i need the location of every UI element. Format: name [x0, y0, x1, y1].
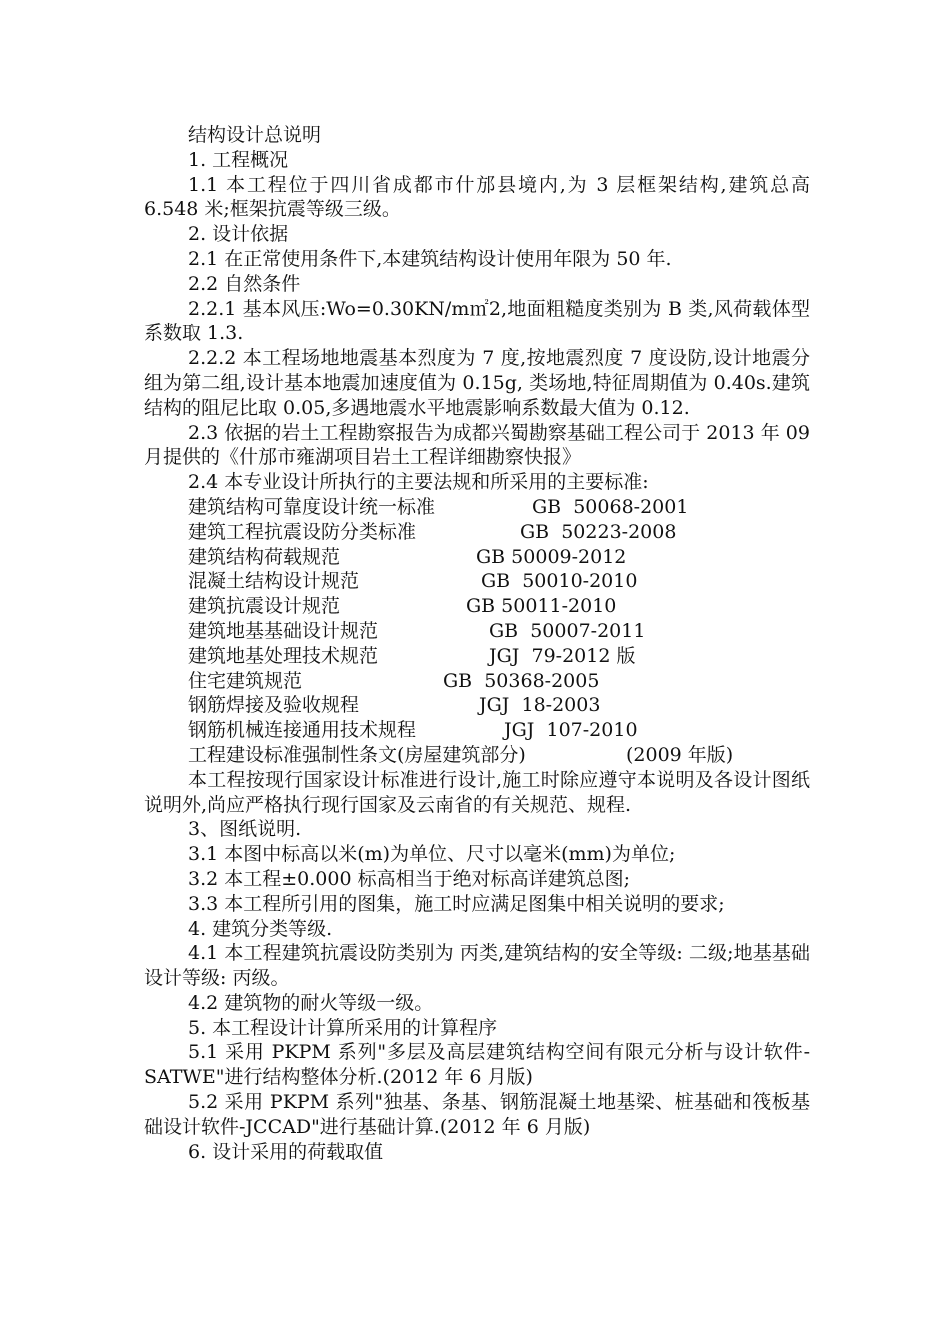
standard-name: 建筑结构荷载规范 — [188, 545, 341, 568]
standard-row — [144, 718, 810, 743]
standard-code: (2009 年版) — [626, 743, 734, 766]
standard-row — [144, 743, 810, 768]
paragraph: 5.2 采用 PKPM 系列"独基、条基、钢筋混凝土地基梁、桩基础和筏板基础设计软件-JCCAD"进行基础计算.(2012 年 6 月版) — [144, 1091, 810, 1138]
paragraph: 3.2 本工程±0.000 标高相当于绝对标高详建筑总图; — [188, 867, 631, 890]
paragraph: 4.1 本工程建筑抗震设防类别为 丙类,建筑结构的安全等级: 二级;地基基础设计等级: 丙级。 — [144, 942, 810, 990]
standard-code: GB 50009-2012 — [476, 545, 627, 568]
standard-row — [144, 545, 810, 570]
paragraph: 2.2.1 基本风压:Wo=0.30KN/m㎡2,地面粗糙度类别为 B 类,风荷载体型系数取 1.3. — [144, 297, 810, 345]
paragraph: 5. 本工程设计计算所采用的计算程序 — [188, 1016, 498, 1039]
standard-name: 建筑抗震设计规范 — [188, 595, 341, 618]
paragraph: 2.2.2 本工程场地地震基本烈度为 7 度,按地震烈度 7 度设防,设计地震分组为第二组,设计基本地震加速度值为 0.15g, 类场地,特征周期值为 0.40s.建筑结构的阻尼比取 0.05,多遇地震水平地震影响系数最大值为 0.12. — [144, 347, 810, 419]
paragraph: 2. 设计依据 — [188, 223, 289, 246]
standard-name: 住宅建筑规范 — [188, 669, 303, 692]
paragraph: 5.1 采用 PKPM 系列"多层及高层建筑结构空间有限元分析与设计软件-SATWE"进行结构整体分析.(2012 年 6 月版) — [144, 1041, 810, 1089]
paragraph: 3.1 本图中标高以米(m)为单位、尺寸以毫米(mm)为单位; — [188, 843, 676, 866]
paragraph: 3、图纸说明. — [188, 818, 302, 841]
paragraph: 4.2 建筑物的耐火等级一级。 — [188, 991, 434, 1014]
standard-row — [144, 594, 810, 619]
standard-code: GB 50368-2005 — [443, 669, 600, 692]
standard-name: 混凝土结构设计规范 — [188, 570, 360, 593]
doc-title: 结构设计总说明 — [188, 124, 322, 146]
standard-code: JGJ 18-2003 — [479, 694, 601, 717]
paragraph: 3.3 本工程所引用的图集，施工时应满足图集中相关说明的要求; — [188, 892, 725, 915]
standard-code: GB 50010-2010 — [481, 570, 638, 593]
standard-row — [144, 644, 810, 669]
standard-code: GB 50011-2010 — [466, 595, 617, 618]
standard-row — [144, 669, 810, 694]
standard-row — [144, 569, 810, 594]
standard-row — [144, 495, 810, 520]
standards-list — [144, 495, 810, 768]
standard-row — [144, 693, 810, 718]
standard-code: JGJ 79-2012 版 — [489, 644, 636, 667]
document-page — [144, 123, 810, 1164]
paragraph: 2.1 在正常使用条件下,本建筑结构设计使用年限为 50 年. — [188, 247, 672, 270]
paragraph: 6. 设计采用的荷载取值 — [188, 1140, 384, 1163]
standard-name: 建筑地基处理技术规范 — [188, 644, 379, 667]
standard-code: GB 50223-2008 — [520, 520, 677, 543]
standard-name: 建筑地基基础设计规范 — [188, 619, 379, 642]
paragraph: 2.3 依据的岩土工程勘察报告为成都兴蜀勘察基础工程公司于 2013 年 09 月提供的《什邡市雍湖项目岩土工程详细勘察快报》 — [144, 421, 810, 469]
standard-name: 工程建设标准强制性条文(房屋建筑部分) — [188, 743, 526, 766]
standard-name: 钢筋机械连接通用技术规程 — [188, 719, 417, 742]
standard-name: 建筑结构可靠度设计统一标准 — [188, 495, 436, 518]
paragraph: 2.2 自然条件 — [188, 272, 301, 295]
paragraph: 4. 建筑分类等级. — [188, 917, 333, 940]
standard-name: 建筑工程抗震设防分类标准 — [188, 520, 417, 543]
standard-code: JGJ 107-2010 — [504, 719, 638, 742]
standard-row — [144, 619, 810, 644]
paragraph: 1. 工程概况 — [188, 148, 289, 171]
standard-code: GB 50068-2001 — [532, 495, 689, 518]
standard-name: 钢筋焊接及验收规程 — [188, 694, 360, 717]
paragraph: 本工程按现行国家设计标准进行设计,施工时除应遵守本说明及各设计图纸说明外,尚应严格执行现行国家及云南省的有关规范、规程. — [144, 768, 810, 816]
paragraph: 1.1 本工程位于四川省成都市什邡县境内,为 3 层框架结构,建筑总高 6.548 米;框架抗震等级三级。 — [144, 173, 810, 221]
standard-code: GB 50007-2011 — [489, 619, 646, 642]
paragraph: 2.4 本专业设计所执行的主要法规和所采用的主要标准: — [188, 471, 649, 494]
standard-row — [144, 520, 810, 545]
